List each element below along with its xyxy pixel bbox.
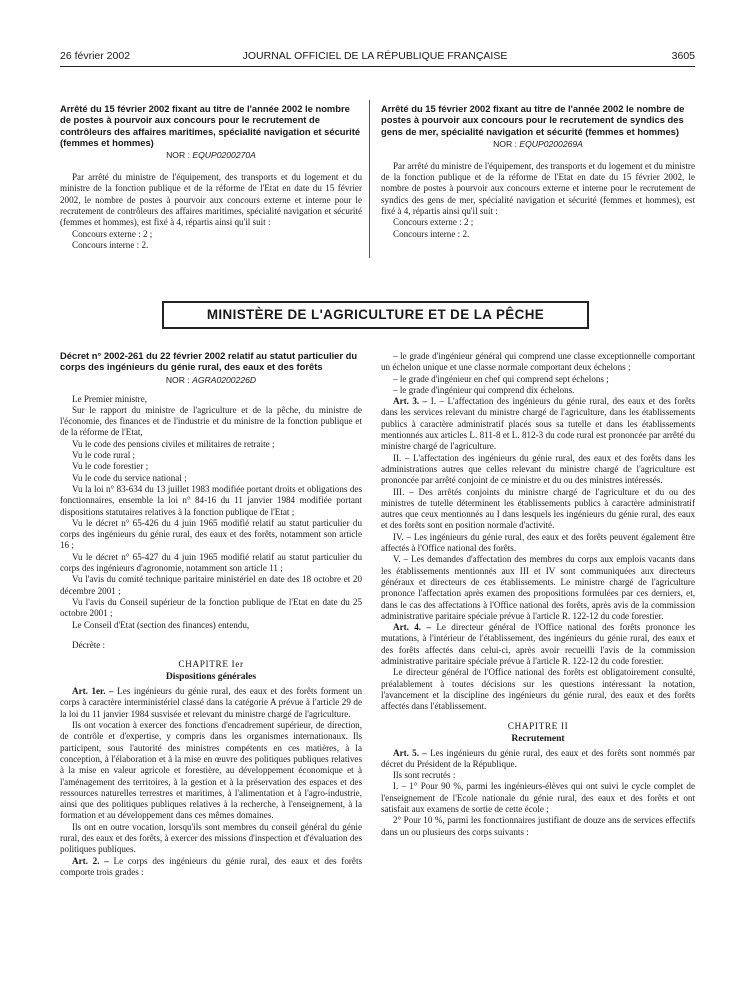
article-2: Art. 2. – Le corps des ingénieurs du génie rural, des eaux et des forêts comporte trois grades : (60, 855, 363, 877)
visa-paragraph: Vu le code rural ; (72, 450, 136, 461)
article-paragraph: V. – Les demandes d'affectation des membres du corps aux emplois vacants dans les établissements mentionnés aux III et IV sont communiquées aux directeurs généraux et directeurs de ces établissements. Le ministre chargé de l'agriculture prononce l'affectation après examen des propositions formulées par ces derniers, et, dans le cas des affectations à l'Office national des forêts, après avis de la commission administrative paritaire spéciale prévue à l'article R. 122-12 du code forestier. (381, 554, 695, 621)
article-4: Art. 4. – Le directeur général de l'Office national des forêts prononce les mutations, à l'intérieur de l'établissement, des ingénieurs du génie rural, des eaux et des forêts affectés dans celui-ci, après avoir recueilli l'avis de la commission administrative paritaire spéciale prévue à l'article R. 122-12 du code forestier. (381, 622, 695, 667)
nor-code: EQUP0200270A (192, 150, 256, 161)
concours-externe: Concours externe : 2 ; (393, 217, 474, 228)
visa-paragraph: Vu le code du service national ; (72, 472, 187, 483)
nor-line: NOR : AGRA0200226D (165, 374, 257, 385)
arrete-title: Arrêté du 15 février 2002 fixant au titre de l'année 2002 le nombre de postes à pourvoir aux concours pour le recrutement de syndics des gens de mer, spécialité navigation et sécurité (femmes et hommes) (381, 103, 685, 137)
concours-interne: Concours interne : 2. (72, 239, 149, 250)
nor-line: NOR : EQUP0200269A (493, 138, 583, 149)
article-label: Art. 1er. – (72, 686, 114, 697)
decret-right-column (381, 351, 695, 838)
article-paragraph: III. – Des arrêtés conjoints du ministre chargé de l'agriculture et du ou des ministres de tutelle déterminent les établissements publics à caractère administratif autres que ceux mentionnés au I dans lesquels les ingénieurs du génie rural, des eaux et des forêts sont en position normale d'activité. (381, 486, 695, 531)
visa-paragraph: Sur le rapport du ministre de l'agriculture et de la pêche, du ministre de l'économie, des finances et de l'industrie et du ministre de la fonction publique et de la réforme de l'Etat, (60, 404, 362, 438)
article-label: Art. 2. – (72, 855, 109, 866)
decret-title: Décret n° 2002-261 du 22 février 2002 relatif au statut particulier du corps des ingénieurs du génie rural, des eaux et des forêts (60, 350, 358, 373)
visa-paragraph: Vu le code forestier ; (72, 461, 149, 472)
arrete-controleurs (60, 103, 362, 251)
visa-paragraph: Vu le décret n° 65-427 du 4 juin 1965 modifié relatif au statut particulier du corps des ingénieurs d'agronomie, notamment son article 11 ; (60, 551, 362, 574)
visa-paragraph: Vu le décret n° 65-426 du 4 juin 1965 modifié relatif au statut particulier du corps des ingénieurs du génie rural, des eaux et des forêts, notamment son article 16 ; (60, 517, 362, 551)
nor-line: NOR : EQUP0200270A (166, 150, 256, 161)
visa-paragraph: Le Premier ministre, (72, 393, 148, 404)
article-paragraph: Ils sont recrutés : (393, 770, 456, 781)
grade-item: – le grade d'ingénieur général qui comprend une classe exceptionnelle comportant un échelon unique et une classe normale comportant deux échelons ; (381, 351, 695, 373)
decret-left-column (60, 350, 362, 878)
nor-code: AGRA0200226D (192, 374, 257, 385)
article-paragraph: 2° Pour 10 %, parmi les fonctionnaires justifiant de douze ans de services effectifs dans un ou plusieurs des corps suivants : (381, 815, 695, 837)
chapter-heading: CHAPITRE II (507, 721, 569, 732)
visa-paragraph: Vu la loi n° 83-634 du 13 juillet 1983 modifiée portant droits et obligations des fonctionnaires, ensemble la loi n° 84-16 du 11 janvier 1984 modifiée portant dispositions statutaires relatives à la fonction publique de l'Etat ; (60, 483, 362, 517)
grade-item: – le grade d'ingénieur qui comprend dix échelons. (393, 384, 575, 395)
header-page-number: 3605 (671, 50, 695, 62)
ministry-banner (162, 301, 589, 329)
arrete-body: Par arrêté du ministre de l'équipement, des transports et du logement et du ministre de la fonction publique et de la réforme de l'Etat en date du 15 février 2002, le nombre de postes à pourvoir aux concours externe et interne pour le recrutement de syndics des gens de mer, spécialité navigation et sécurité (femmes et hommes), est fixé à 4, répartis ainsi qu'il suit : (381, 160, 695, 217)
article-label: Art. 4. – (393, 622, 431, 633)
article-paragraph: Le directeur général de l'Office national des forêts est obligatoirement consulté, préalablement à toutes décisions sur les questions intéressant la notation, l'avancement et la discipline des ingénieurs du génie rural, des eaux et des forêts affectés dans l'établissement. (381, 667, 695, 712)
chapter-title: Dispositions générales (165, 671, 257, 683)
ministry-title: MINISTÈRE DE L'AGRICULTURE ET DE LA PÊCHE (206, 307, 545, 322)
nor-code: EQUP0200269A (519, 138, 583, 149)
decrete: Décrète : (72, 639, 106, 650)
article-3: Art. 3. – I. – L'affectation des ingénieurs du génie rural, des eaux et des forêts dans les services relevant du ministre chargé de l'agriculture, dans les établissements publics à caractère administratif placés sous sa tutelle et dans les établissements mentionnés aux articles L. 811-8 et L. 812-3 du code rural est prononcée par arrêté du ministre chargé de l'agriculture. (381, 396, 695, 452)
arrete-syndics (381, 103, 695, 240)
arrete-body: Par arrêté du ministre de l'équipement, des transports et du logement et du ministre de la fonction publique et de la réforme de l'Etat en date du 15 février 2002, le nombre de postes à pourvoir aux concours externe et interne pour le recrutement de contrôleurs des affaires maritimes, spécialité navigation et sécurité (femmes et hommes), est fixé à 4, répartis ainsi qu'il suit : (60, 172, 362, 228)
article-1: Art. 1er. – Les ingénieurs du génie rural, des eaux et des forêts forment un corps à caractère interministériel classé dans la catégorie A prévue à l'article 29 de la loi du 11 janvier 1984 susvisée et relevant du ministre chargé de l'agriculture. (60, 686, 362, 719)
header-rule (60, 66, 695, 67)
visa-paragraph: Vu le code des pensions civiles et militaires de retraite ; (72, 438, 275, 449)
chapter-title: Recrutement (511, 732, 565, 744)
column-divider (369, 100, 370, 258)
header-journal-title: JOURNAL OFFICIEL DE LA RÉPUBLIQUE FRANÇAISE (242, 50, 508, 62)
article-paragraph: IV. – Les ingénieurs du génie rural, des eaux et des forêts peuvent également être affectés à l'Office national des forêts. (381, 531, 695, 554)
article-paragraph: II. – L'affectation des ingénieurs du génie rural, des eaux et des forêts dans les administrations autres que celles relevant du ministre chargé de l'agriculture est prononcée par arrêté conjoint de ce ministre et du ou des ministres intéressés. (381, 452, 695, 486)
visa-paragraph: Vu l'avis du comité technique paritaire ministériel en date des 18 octobre et 20 décembre 2001 ; (60, 574, 362, 596)
concours-externe: Concours externe : 2 ; (72, 228, 153, 239)
header-date: 26 février 2002 (60, 50, 131, 62)
concours-interne: Concours interne : 2. (393, 228, 470, 239)
article-paragraph: I. – 1° Pour 90 %, parmi les ingénieurs-élèves qui ont suivi le cycle complet de l'enseignement de l'Ecole nationale du génie rural, des eaux et des forêts et ont satisfait aux examens de sortie de cette école ; (381, 781, 695, 814)
article-paragraph: Ils ont vocation à exercer des fonctions d'encadrement supérieur, de direction, de contrôle et d'expertise, y compris dans les organismes internationaux. Ils participent, sous l'autorité des ministres compétents en ces matières, à la conception, à l'élaboration et à la mise en œuvre des politiques publiques relatives à la mise en valeur agricole et forestière, au développement économique et à l'aménagement des territoires, à la gestion et à la préservation des espaces et des ressources naturelles terrestres et maritimes, à l'alimentation et à l'agro-industrie, ainsi que des politiques publiques relatives à la recherche, à l'enseignement, à la formation et au développement dans ces mêmes domaines. (60, 720, 362, 821)
article-paragraph: Ils ont en outre vocation, lorsqu'ils sont membres du conseil général du génie rural, des eaux et des forêts, à exercer des missions d'inspection et d'évaluation des politiques publiques. (60, 821, 362, 855)
article-label: Art. 5. – (393, 747, 427, 758)
article-label: Art. 3. – (393, 396, 428, 407)
grade-item: – le grade d'ingénieur en chef qui comprend sept échelons ; (393, 373, 609, 384)
article-5: Art. 5. – Les ingénieurs du génie rural, des eaux et des forêts sont nommés par décret du Président de la République. (381, 747, 695, 769)
visa-paragraph: Vu l'avis du Conseil supérieur de la fonction publique de l'Etat en date du 25 octobre 2001 ; (60, 596, 362, 619)
visa-paragraph: Le Conseil d'Etat (section des finances) entendu, (72, 619, 250, 630)
arrete-title: Arrêté du 15 février 2002 fixant au titre de l'année 2002 le nombre de postes à pourvoir aux concours pour le recrutement de contrôleurs des affaires maritimes, spécialité navigation et sécurité (femmes et hommes) (60, 103, 361, 148)
chapter-heading: CHAPITRE Ier (178, 660, 244, 671)
